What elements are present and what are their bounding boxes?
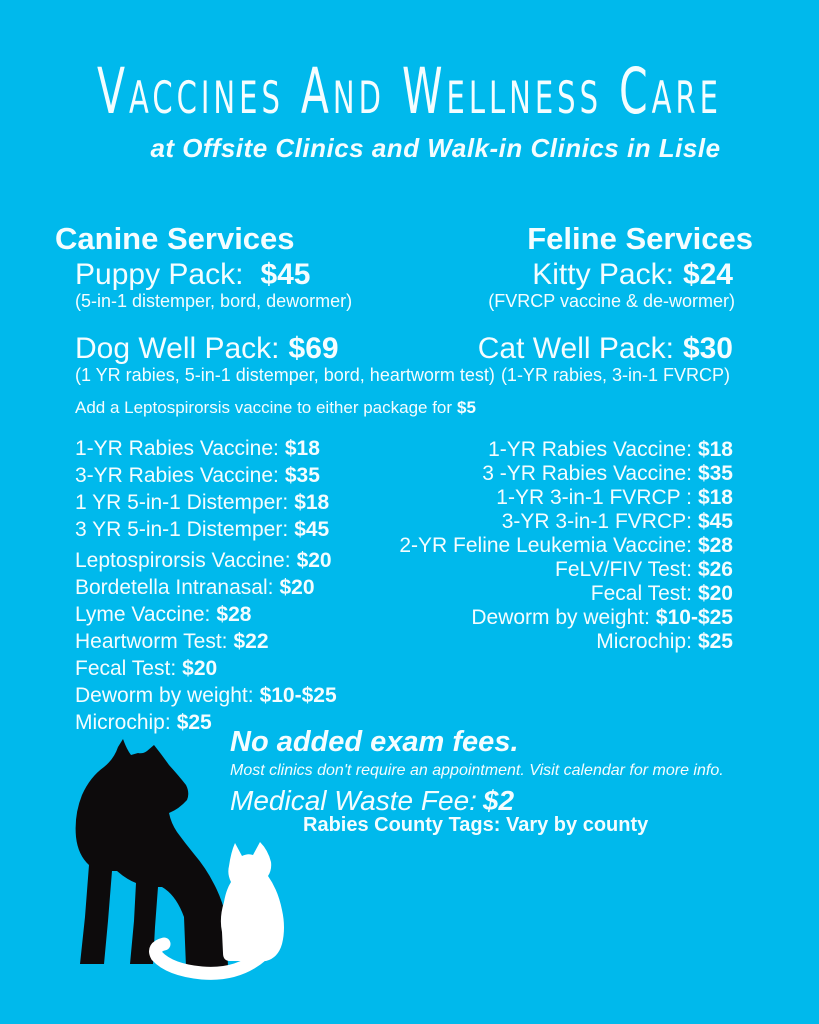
service-line — [399, 486, 733, 510]
item-price: $22 — [233, 630, 269, 653]
item-label: Heartworm Test: — [75, 630, 228, 653]
waste-fee-price: $2 — [482, 785, 515, 816]
item-price: $26 — [697, 558, 733, 581]
puppy-pack-detail: (5-in-1 distemper, bord, dewormer) — [75, 291, 353, 311]
feline-services-heading: Feline Services — [527, 221, 753, 256]
item-price: $18 — [697, 486, 733, 509]
pack-name: Puppy Pack: — [75, 258, 244, 291]
item-price: $20 — [279, 576, 315, 599]
item-label: 3 YR 5-in-1 Distemper: — [75, 518, 289, 541]
feline-price-list — [399, 438, 733, 654]
cat-silhouette-icon — [140, 840, 288, 982]
cat-well-pack-line — [478, 332, 733, 366]
service-line — [75, 574, 337, 601]
pack-name: Kitty Pack: — [532, 258, 674, 291]
item-label: 1-YR 3-in-1 FVRCP : — [496, 486, 692, 509]
item-label: 1 YR 5-in-1 Distemper: — [75, 491, 289, 514]
no-exam-fees-text: No added exam fees. — [230, 726, 519, 758]
pack-price: $69 — [288, 332, 339, 365]
rabies-tags-note: Rabies County Tags: Vary by county — [303, 814, 649, 836]
item-price: $45 — [697, 510, 733, 533]
service-line — [399, 534, 733, 558]
service-line — [399, 630, 733, 654]
item-label: Microchip: — [596, 630, 692, 653]
pack-name: Cat Well Pack: — [477, 332, 674, 365]
pack-price: $24 — [682, 258, 733, 291]
service-line — [399, 606, 733, 630]
service-line — [75, 489, 329, 516]
item-label: Fecal Test: — [75, 657, 177, 680]
cat-well-pack-detail: (1-YR rabies, 3-in-1 FVRCP) — [500, 365, 730, 385]
dog-well-pack-line — [75, 332, 339, 366]
pack-price: $45 — [260, 258, 311, 291]
pack-name: Dog Well Pack: — [75, 332, 280, 365]
item-price: $20 — [296, 549, 332, 572]
item-price: $25 — [176, 711, 212, 734]
item-label: 1-YR Rabies Vaccine: — [75, 437, 279, 460]
service-line — [75, 462, 329, 489]
item-price: $20 — [182, 657, 218, 680]
item-label: Leptospirorsis Vaccine: — [75, 549, 291, 572]
item-label: 3-YR 3-in-1 FVRCP: — [501, 510, 692, 533]
item-label: Lyme Vaccine: — [75, 603, 211, 626]
service-line — [75, 516, 329, 543]
item-label: Bordetella Intranasal: — [75, 576, 274, 599]
item-label: Deworm by weight: — [75, 684, 254, 707]
service-line — [399, 510, 733, 534]
service-line — [75, 682, 337, 709]
canine-services-heading: Canine Services — [55, 221, 295, 256]
item-label: FeLV/FIV Test: — [555, 558, 692, 581]
service-line — [75, 655, 337, 682]
item-price: $28 — [697, 534, 733, 557]
service-line — [75, 628, 337, 655]
kitty-pack-line — [532, 258, 733, 292]
page-subtitle: at Offsite Clinics and Walk-in Clinics in Lisle — [150, 133, 721, 163]
puppy-pack-line — [75, 258, 311, 292]
service-line — [399, 558, 733, 582]
item-price: $18 — [294, 491, 330, 514]
waste-fee-label: Medical Waste Fee: — [230, 785, 477, 816]
item-label: Microchip: — [75, 711, 171, 734]
service-line — [399, 462, 733, 486]
addon-price: $5 — [457, 398, 476, 417]
item-label: Deworm by weight: — [471, 606, 650, 629]
service-line — [75, 601, 337, 628]
item-price: $45 — [294, 518, 330, 541]
item-label: 3 -YR Rabies Vaccine: — [482, 462, 692, 485]
item-price: $35 — [697, 462, 733, 485]
dog-well-pack-detail: (1 YR rabies, 5-in-1 distemper, bord, heartworm test) — [75, 365, 495, 385]
item-label: 2-YR Feline Leukemia Vaccine: — [399, 534, 692, 557]
addon-text: Add a Leptospirorsis vaccine to either package for — [75, 398, 453, 417]
item-price: $35 — [284, 464, 320, 487]
item-label: 3-YR Rabies Vaccine: — [75, 464, 279, 487]
canine-price-list-1 — [75, 435, 329, 543]
lepto-addon-note — [75, 398, 476, 418]
item-label: 1-YR Rabies Vaccine: — [488, 438, 692, 461]
item-label: Fecal Test: — [590, 582, 692, 605]
service-line — [399, 438, 733, 462]
canine-price-list-2 — [75, 547, 337, 736]
item-price: $18 — [284, 437, 320, 460]
service-line — [75, 547, 337, 574]
item-price: $18 — [697, 438, 733, 461]
medical-waste-fee-line — [230, 785, 514, 817]
item-price: $25 — [697, 630, 733, 653]
item-price: $10-$25 — [655, 606, 733, 629]
appointment-note: Most clinics don't require an appointment. Visit calendar for more info. — [230, 762, 724, 779]
pack-price: $30 — [682, 332, 733, 365]
page-title: Vaccines And Wellness Care — [97, 54, 722, 129]
kitty-pack-detail: (FVRCP vaccine & de-wormer) — [488, 291, 735, 311]
item-price: $20 — [697, 582, 733, 605]
item-price: $10-$25 — [259, 684, 337, 707]
cat-body — [221, 842, 284, 961]
service-line — [399, 582, 733, 606]
item-price: $28 — [216, 603, 252, 626]
service-line — [75, 435, 329, 462]
